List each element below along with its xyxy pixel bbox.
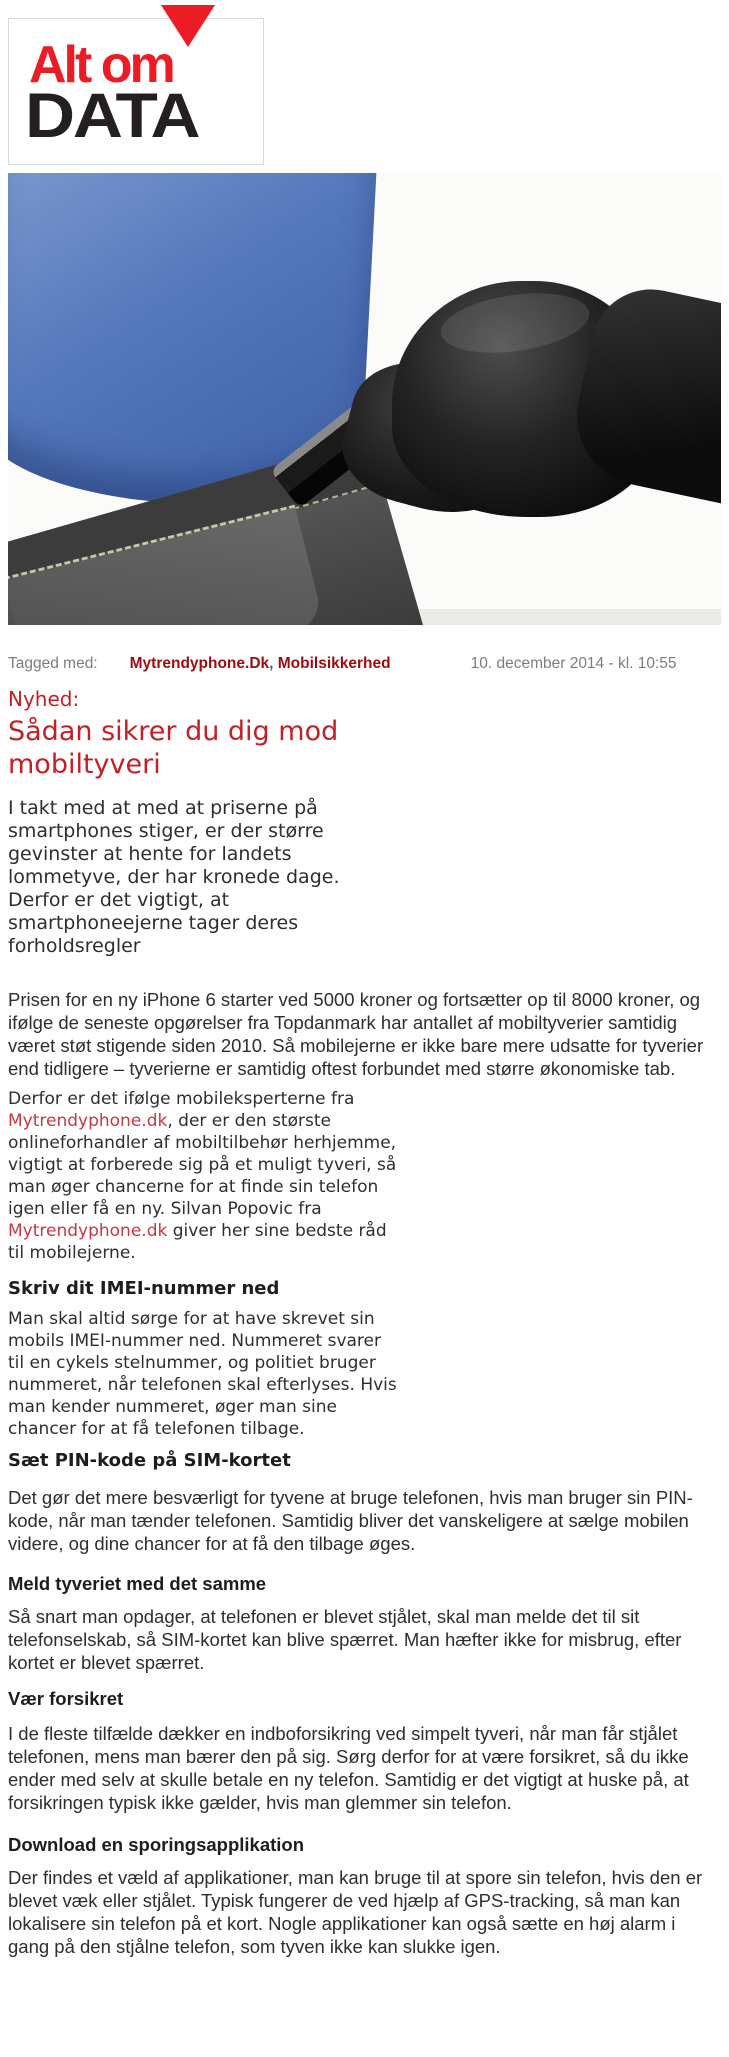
inline-link-mytrendyphone-2[interactable]: Mytrendyphone.dk	[8, 1221, 168, 1241]
article-paragraph-intro: Prisen for en ny iPhone 6 starter ved 5000 kroner og fortsætter op til 8000 kroner, og ifølge de seneste opgørelser fra Topdanmark har antallet af mobiltyverier samtidig været støt stigende siden 2010. Så mobilejerne er ikke bare mere udsatte for tyverier end tidligere – tyverierne er samtidig oftest forbundet med større økonomiske tab.	[8, 989, 704, 1079]
logo-text-altom: Alt om	[29, 36, 173, 94]
section-body-pinkode: Det gør det mere besværligt for tyvene at bruge telefonen, hvis man bruger sin PIN-kode, når man tænder telefonen. Samtidig bliver det vanskeligere at sælge mobilen videre, og dine chancer for at få den tilbage øges.	[8, 1487, 693, 1554]
kicker: Nyhed:	[8, 687, 80, 711]
tag-link-mytrendyphone[interactable]: Mytrendyphone.Dk	[129, 655, 270, 672]
expert-text-3: giver her sine bedste råd til mobilejerne.	[8, 1221, 387, 1263]
article-paragraph-expert	[8, 1088, 400, 1264]
section-body-imei: Man skal altid sørge for at have skrevet sin mobils IMEI-nummer ned. Nummeret svarer til en cykels stelnummer, og politiet bruger nummeret, når telefonen skal efterlyses. Hvis man kender nummeret, øger man sine chancer for at få telefonen tilbage.	[8, 1309, 397, 1439]
article-lead: I takt med at med at priserne på smartphones stiger, er der større gevinster at hente for landets lommetyve, der har kronede dage. Derfor er det vigtigt, at smartphoneejerne tager deres forholdsregler	[8, 797, 340, 957]
tag-list	[130, 655, 391, 673]
hero-image	[8, 173, 721, 625]
tag-separator: ,	[269, 655, 278, 672]
section-heading-meld-tyveri: Meld tyveriet med det samme	[8, 1573, 267, 1594]
post-date: 10. december 2014 - kl. 10:55	[470, 655, 677, 672]
page-title: Sådan sikrer du dig mod mobiltyveri	[8, 716, 339, 780]
tag-link-mobilsikkerhed[interactable]: Mobilsikkerhed	[277, 655, 391, 672]
section-heading-sporingsapp: Download en sporingsapplikation	[8, 1834, 305, 1855]
inline-link-mytrendyphone-1[interactable]: Mytrendyphone.dk	[8, 1111, 168, 1131]
site-logo[interactable]	[8, 18, 264, 165]
section-body-meld-tyveri: Så snart man opdager, at telefonen er blevet stjålet, skal man melde det til sit telefonselskab, så SIM-kortet kan blive spærret. Man hæfter ikke for misbrug, efter kortet er blevet spærret.	[8, 1606, 682, 1673]
tagged-label: Tagged med:	[8, 655, 98, 672]
section-body-forsikret: I de fleste tilfælde dækker en indboforsikring ved simpelt tyveri, når man får stjålet telefonen, mens man bærer den på sig. Sørg derfor for at være forsikret, så du ikke ender med selv at skulle betale en ny telefon. Samtidig er det vigtigt at huske på, at forsikringen typisk ikke gælder, hvis man glemmer sin telefon.	[8, 1723, 689, 1813]
meta-line	[8, 655, 721, 673]
section-heading-imei: Skriv dit IMEI-nummer ned	[8, 1278, 280, 1299]
section-heading-forsikret: Vær forsikret	[8, 1688, 124, 1709]
expert-text-1: Derfor er det ifølge mobileksperterne fra	[8, 1089, 355, 1109]
section-heading-pinkode: Sæt PIN-kode på SIM-kortet	[8, 1450, 291, 1471]
expert-text-2: , der er den største onlineforhandler af mobiltilbehør herhjemme, vigtigt at forberede sig på et muligt tyveri, så man øger chancerne for at finde sin telefon igen eller få en ny. Silvan Popovic fra	[8, 1111, 397, 1219]
logo-text-data: DATA	[25, 81, 199, 151]
section-body-sporingsapp: Der findes et væld af applikationer, man kan bruge til at spore sin telefon, hvis den er blevet væk eller stjålet. Typisk fungerer de ved hjælp af GPS-tracking, så man kan lokalisere sin telefon på et kort. Nogle applikationer kan også sætte en høj alarm i gang på den stjålne telefon, som tyven ikke kan slukke igen.	[8, 1867, 703, 1957]
